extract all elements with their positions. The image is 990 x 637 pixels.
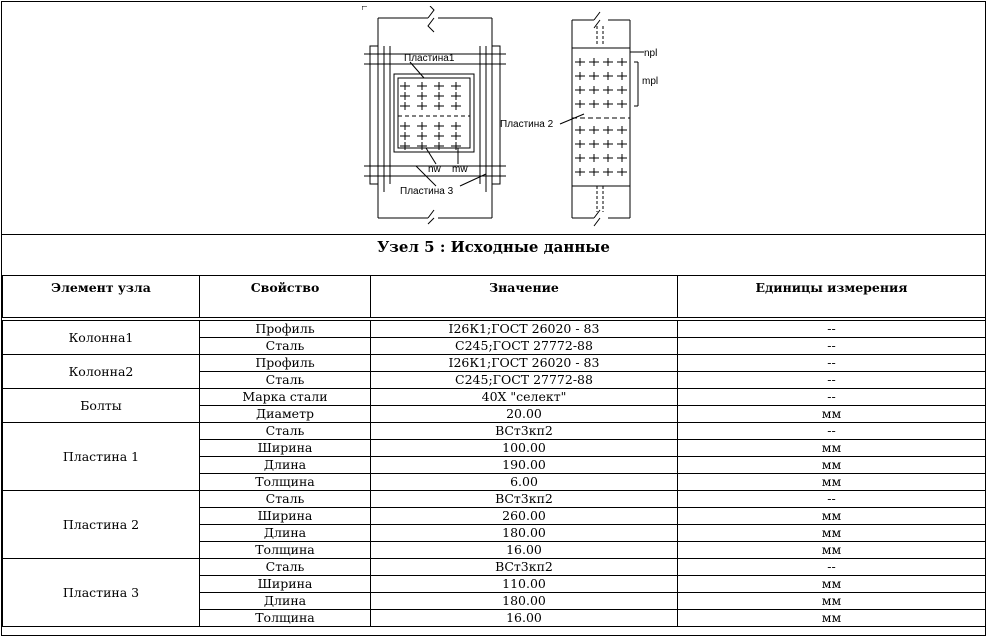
table-row (3, 423, 986, 440)
property-cell: Длина (200, 593, 371, 610)
property-cell: Сталь (200, 372, 371, 389)
unit-cell: мм (678, 542, 986, 559)
table-row (3, 355, 986, 372)
unit-cell: мм (678, 474, 986, 491)
title-row (2, 234, 985, 276)
value-cell: 190.00 (371, 457, 678, 474)
property-cell: Ширина (200, 576, 371, 593)
property-cell: Профиль (200, 321, 371, 338)
col-header-units: Единицы измерения (678, 276, 986, 318)
property-cell: Толщина (200, 542, 371, 559)
value-cell: I26К1;ГОСТ 26020 - 83 (371, 321, 678, 338)
label-mpl: mpl (642, 76, 659, 87)
unit-cell: -- (678, 338, 986, 355)
value-cell: ВСт3кп2 (371, 559, 678, 576)
element-cell: Пластина 1 (3, 423, 200, 491)
property-cell: Ширина (200, 440, 371, 457)
unit-cell: мм (678, 457, 986, 474)
unit-cell: мм (678, 440, 986, 457)
element-cell: Болты (3, 389, 200, 423)
report-frame (1, 1, 986, 636)
label-npl: npl (644, 48, 658, 59)
value-cell: С245;ГОСТ 27772-88 (371, 338, 678, 355)
value-cell: 180.00 (371, 525, 678, 542)
value-cell: I26К1;ГОСТ 26020 - 83 (371, 355, 678, 372)
element-cell: Пластина 3 (3, 559, 200, 627)
unit-cell: мм (678, 576, 986, 593)
value-cell: С245;ГОСТ 27772-88 (371, 372, 678, 389)
property-cell: Профиль (200, 355, 371, 372)
unit-cell: -- (678, 423, 986, 440)
col-header-property: Свойство (200, 276, 371, 318)
property-cell: Длина (200, 525, 371, 542)
property-cell: Сталь (200, 338, 371, 355)
unit-cell: -- (678, 372, 986, 389)
property-cell: Толщина (200, 610, 371, 627)
unit-cell: -- (678, 321, 986, 338)
properties-table (2, 275, 986, 627)
unit-cell: -- (678, 491, 986, 508)
value-cell: 110.00 (371, 576, 678, 593)
value-cell: 180.00 (371, 593, 678, 610)
unit-cell: мм (678, 610, 986, 627)
drawing-area (2, 2, 985, 235)
col-header-element: Элемент узла (3, 276, 200, 318)
table-header-row (3, 276, 986, 318)
value-cell: 40Х "селект" (371, 389, 678, 406)
value-cell: 16.00 (371, 610, 678, 627)
table-row (3, 559, 986, 576)
value-cell: 20.00 (371, 406, 678, 423)
property-cell: Толщина (200, 474, 371, 491)
element-cell: Колонна2 (3, 355, 200, 389)
value-cell: 16.00 (371, 542, 678, 559)
property-cell: Длина (200, 457, 371, 474)
property-cell: Сталь (200, 559, 371, 576)
col-header-value: Значение (371, 276, 678, 318)
unit-cell: -- (678, 559, 986, 576)
label-plate3: Пластина 3 (400, 186, 454, 197)
label-mw: mw (452, 164, 468, 175)
property-cell: Диаметр (200, 406, 371, 423)
property-cell: Марка стали (200, 389, 371, 406)
property-cell: Сталь (200, 491, 371, 508)
table-row (3, 389, 986, 406)
property-cell: Ширина (200, 508, 371, 525)
page-title: Узел 5 : Исходные данные (377, 238, 610, 256)
label-nw: nw (428, 164, 441, 175)
bolt-grid-left (362, 6, 367, 10)
table-row (3, 321, 986, 338)
label-plate1: Пластина1 (404, 53, 455, 64)
unit-cell: мм (678, 593, 986, 610)
value-cell: 260.00 (371, 508, 678, 525)
table-row (3, 491, 986, 508)
value-cell: ВСт3кп2 (371, 423, 678, 440)
unit-cell: мм (678, 508, 986, 525)
joint-drawing (362, 6, 662, 228)
unit-cell: мм (678, 406, 986, 423)
element-cell: Пластина 2 (3, 491, 200, 559)
unit-cell: -- (678, 355, 986, 372)
value-cell: ВСт3кп2 (371, 491, 678, 508)
value-cell: 100.00 (371, 440, 678, 457)
value-cell: 6.00 (371, 474, 678, 491)
unit-cell: -- (678, 389, 986, 406)
unit-cell: мм (678, 525, 986, 542)
element-cell: Колонна1 (3, 321, 200, 355)
property-cell: Сталь (200, 423, 371, 440)
label-plate2: Пластина 2 (500, 119, 554, 130)
